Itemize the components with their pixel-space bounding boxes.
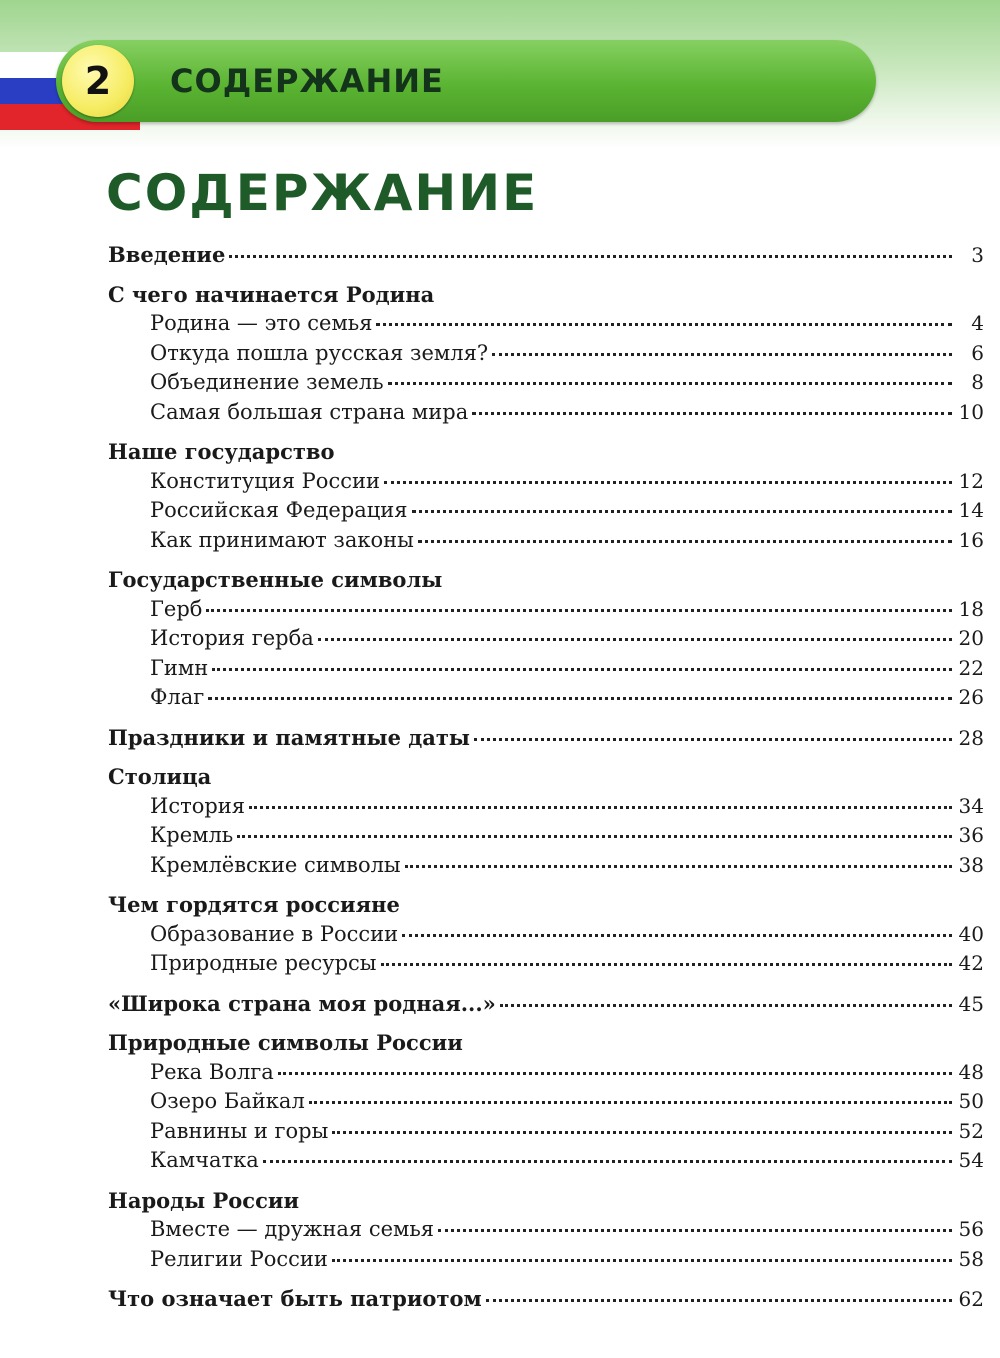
dot-leader [309, 1101, 952, 1104]
dot-leader [206, 609, 952, 612]
toc-entry-page: 36 [958, 823, 984, 847]
dot-leader [208, 697, 952, 700]
toc-entry-page: 38 [958, 852, 984, 877]
toc-entry-page: 45 [958, 991, 984, 1016]
toc-entry-label: История герба [150, 626, 314, 650]
toc-entry[interactable] [108, 821, 984, 851]
toc-entry-page: 54 [958, 1148, 984, 1172]
dot-leader [376, 323, 952, 326]
toc-section-heading[interactable]: Государственные символы [108, 567, 443, 592]
dot-leader [474, 738, 952, 741]
toc-entry-label: Откуда пошла русская земля? [150, 340, 489, 365]
dot-leader [237, 835, 952, 838]
toc-section-2 [108, 437, 984, 555]
dot-leader [229, 255, 952, 258]
toc-entry-label: Введение [108, 242, 226, 267]
toc-entry[interactable] [108, 496, 984, 526]
dot-leader [332, 1259, 952, 1262]
toc-entry[interactable] [108, 240, 984, 270]
dot-leader [332, 1131, 952, 1134]
toc-entry-label: Река Волга [150, 1059, 274, 1084]
toc-entry-page: 50 [958, 1089, 984, 1113]
dot-leader [418, 540, 952, 543]
toc-section-wide [108, 989, 984, 1019]
toc-entry[interactable] [108, 1087, 984, 1117]
dot-leader [438, 1229, 952, 1232]
toc-entry-page: 16 [958, 527, 984, 552]
toc-section-7 [108, 1186, 984, 1275]
toc-entry[interactable] [108, 851, 984, 881]
toc-entry-page: 12 [958, 468, 984, 493]
toc-entry-label: Что означает быть патриотом [108, 1286, 482, 1311]
dot-leader [318, 638, 952, 641]
toc-entry[interactable] [108, 1146, 984, 1176]
running-title: СОДЕРЖАНИЕ [170, 62, 444, 100]
toc-section-heading[interactable]: Природные символы России [108, 1030, 463, 1055]
toc-entry-label: Самая большая страна мира [150, 399, 469, 424]
toc-entry-page: 62 [958, 1287, 984, 1311]
dot-leader [405, 865, 952, 868]
toc-section-heading[interactable]: С чего начинается Родина [108, 281, 435, 307]
toc-entry-page: 4 [971, 311, 984, 335]
toc-entry[interactable] [108, 309, 984, 339]
toc-section-heading[interactable]: Народы России [108, 1187, 300, 1213]
toc-entry[interactable] [108, 368, 984, 398]
toc-entry-label: Герб [150, 596, 203, 621]
dot-leader [500, 1004, 952, 1007]
dot-leader [388, 382, 952, 385]
toc-entry[interactable] [108, 654, 984, 684]
toc-entry-label: «Широка страна моя родная...» [108, 990, 496, 1016]
toc-entry-label: История [150, 793, 246, 818]
toc-entry-page: 6 [971, 340, 984, 365]
toc-entry-page: 8 [971, 370, 984, 394]
dot-leader [472, 412, 952, 415]
page-title: СОДЕРЖАНИЕ [106, 164, 539, 222]
toc-entry[interactable] [108, 792, 984, 822]
toc-entry-label: Кремль [150, 823, 234, 847]
toc-entry-page: 10 [958, 399, 984, 424]
toc-entry[interactable] [108, 989, 984, 1019]
toc-entry[interactable] [108, 1284, 984, 1314]
toc-entry-page: 3 [971, 243, 984, 267]
toc-entry-page: 26 [958, 685, 984, 709]
toc-entry-label: Озеро Байкал [150, 1089, 305, 1113]
toc-entry-label: Религии России [150, 1246, 328, 1271]
toc-section-4 [108, 762, 984, 880]
toc-entry-label: Вместе — дружная семья [150, 1217, 435, 1241]
toc-entry-label: Гимн [150, 655, 209, 680]
toc-entry[interactable] [108, 339, 984, 369]
toc-entry-label: Образование в России [150, 921, 399, 946]
toc-entry[interactable] [108, 683, 984, 713]
toc-entry-page: 28 [958, 725, 984, 750]
toc-entry[interactable] [108, 595, 984, 625]
toc-entry[interactable] [108, 1117, 984, 1147]
toc-entry[interactable] [108, 1215, 984, 1245]
table-of-contents [108, 240, 984, 1324]
toc-entry-label: Камчатка [150, 1148, 259, 1172]
toc-entry-page: 20 [958, 626, 984, 650]
toc-entry[interactable] [108, 723, 984, 753]
toc-entry[interactable] [108, 467, 984, 497]
toc-entry-page: 58 [958, 1246, 984, 1271]
dot-leader [263, 1160, 952, 1163]
toc-entry[interactable] [108, 1058, 984, 1088]
toc-entry-label: Праздники и памятные даты [108, 724, 470, 750]
toc-entry-label: Объединение земель [150, 370, 384, 394]
dot-leader [412, 510, 952, 513]
dot-leader [381, 963, 953, 966]
toc-entry-page: 22 [958, 655, 984, 680]
toc-entry[interactable] [108, 398, 984, 428]
toc-section-3 [108, 565, 984, 713]
dot-leader [402, 934, 952, 937]
toc-entry-label: Природные ресурсы [150, 951, 377, 975]
toc-entry-label: Равнины и горы [150, 1118, 329, 1143]
toc-entry-page: 56 [958, 1217, 984, 1241]
toc-entry-label: Флаг [150, 685, 205, 709]
toc-entry-label: Родина — это семья [150, 311, 373, 335]
toc-entry-page: 18 [958, 596, 984, 621]
toc-section-6 [108, 1028, 984, 1176]
toc-section-patriot [108, 1284, 984, 1314]
toc-entry[interactable] [108, 1245, 984, 1275]
toc-entry-label: Конституция России [150, 468, 380, 493]
toc-entry-page: 42 [958, 951, 984, 975]
toc-entry[interactable] [108, 920, 984, 950]
toc-section-intro [108, 240, 984, 270]
dot-leader [486, 1299, 952, 1302]
toc-entry-page: 48 [958, 1059, 984, 1084]
toc-entry-page: 34 [958, 793, 984, 818]
dot-leader [249, 806, 952, 809]
toc-entry-page: 14 [958, 498, 984, 522]
toc-entry-label: Российская Федерация [150, 498, 408, 522]
toc-entry-label: Кремлёвские символы [150, 852, 401, 877]
toc-section-heading[interactable]: Наше государство [108, 439, 335, 464]
toc-section-heading[interactable]: Чем гордятся россияне [108, 892, 400, 917]
toc-section-heading[interactable]: Столица [108, 764, 212, 789]
toc-section-holidays [108, 723, 984, 753]
toc-section-1 [108, 280, 984, 428]
dot-leader [384, 481, 952, 484]
toc-entry[interactable] [108, 624, 984, 654]
dot-leader [278, 1072, 952, 1075]
dot-leader [212, 668, 952, 671]
toc-entry[interactable] [108, 526, 984, 556]
toc-entry[interactable] [108, 949, 984, 979]
dot-leader [492, 353, 952, 356]
toc-entry-label: Как принимают законы [150, 527, 414, 552]
toc-entry-page: 52 [958, 1118, 984, 1143]
page-number-badge: 2 [62, 45, 134, 117]
toc-section-5 [108, 890, 984, 979]
toc-entry-page: 40 [958, 921, 984, 946]
